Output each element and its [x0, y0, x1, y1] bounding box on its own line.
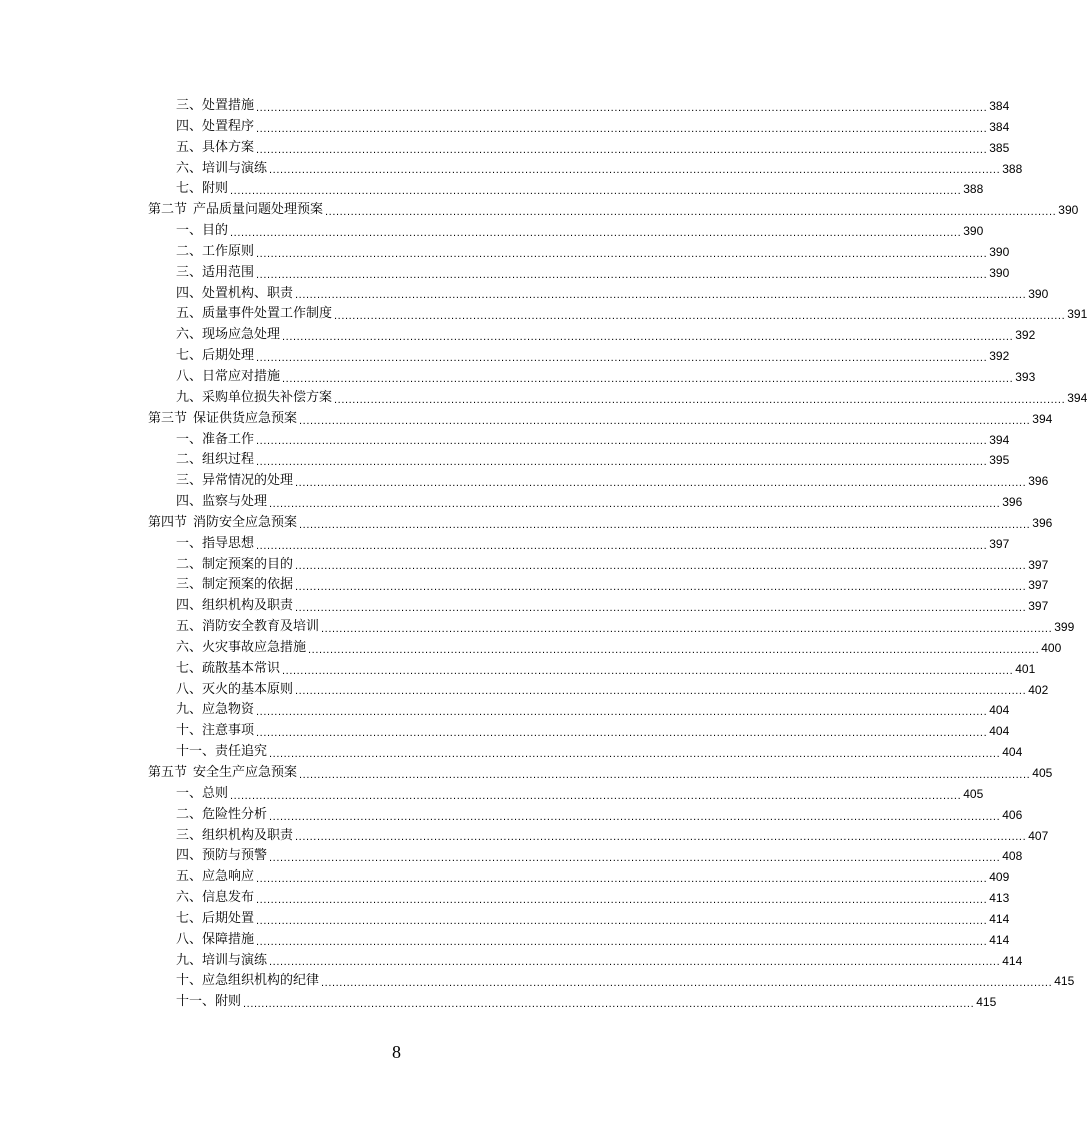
toc-entry-title — [176, 555, 293, 576]
toc-entry[interactable] — [148, 242, 1010, 263]
toc-entry[interactable] — [148, 638, 1062, 659]
toc-entry-title — [176, 263, 254, 284]
toc-entry-title — [176, 450, 254, 471]
toc-entry-title — [176, 951, 267, 972]
toc-entry-title — [176, 909, 254, 930]
toc-entry-label: 七、疏散基本常识 — [176, 660, 281, 676]
dot-leader: ........................................................................................................................................................................................................ — [256, 893, 988, 906]
toc-page-number: 415 — [976, 995, 997, 1010]
toc-entry[interactable] — [148, 450, 1010, 471]
dot-leader: ........................................................................................................................................................................................................ — [295, 560, 1027, 573]
toc-page-number: 399 — [1054, 620, 1075, 635]
dot-leader: ........................................................................................................................................................................................................ — [230, 789, 962, 802]
toc-entry-title — [176, 617, 319, 638]
toc-entry-label: 一、指导思想 — [176, 535, 255, 551]
toc-entry-title — [176, 179, 228, 200]
toc-page-number: 404 — [989, 703, 1010, 718]
toc-entry[interactable] — [148, 304, 1087, 325]
toc-entry-title — [176, 242, 254, 263]
toc-entry-title — [176, 867, 254, 888]
dot-leader: ........................................................................................................................................................................................................ — [256, 247, 988, 260]
toc-page-number: 391 — [1067, 307, 1087, 322]
toc-page-number: 414 — [1002, 953, 1023, 968]
dot-leader: ........................................................................................................................................................................................................ — [299, 518, 1031, 531]
toc-entry-label: 四、处置程序 — [176, 118, 255, 134]
toc-section-entry[interactable] — [148, 409, 1053, 430]
toc-section-number: 第三节 — [148, 410, 188, 426]
toc-page-number: 397 — [1028, 599, 1049, 614]
toc-entry-label: 三、异常情况的处理 — [176, 473, 294, 489]
toc-entry-title — [176, 888, 254, 909]
toc-section-entry[interactable] — [148, 763, 1053, 784]
toc-entry-label: 四、预防与预警 — [176, 848, 268, 864]
toc-page-number: 388 — [1002, 161, 1023, 176]
dot-leader: ........................................................................................................................................................................................................ — [256, 435, 988, 448]
dot-leader: ........................................................................................................................................................................................................ — [269, 852, 1001, 865]
toc-entry[interactable] — [148, 951, 1023, 972]
dot-leader: ........................................................................................................................................................................................................ — [282, 331, 1014, 344]
toc-entry[interactable] — [148, 346, 1010, 367]
toc-entry-label: 消防安全应急预案 — [193, 514, 298, 530]
toc-entry-label: 七、附则 — [176, 181, 229, 197]
toc-entry-title — [176, 430, 254, 451]
toc-entry-title — [176, 388, 332, 409]
toc-page-number: 402 — [1028, 682, 1049, 697]
toc-entry-label: 三、适用范围 — [176, 264, 255, 280]
toc-entry[interactable] — [148, 221, 984, 242]
toc-entry-title — [176, 492, 267, 513]
toc-entry-label: 三、组织机构及职责 — [176, 827, 294, 843]
toc-entry[interactable] — [148, 367, 1036, 388]
toc-entry-label: 十、应急组织机构的纪律 — [176, 973, 320, 989]
toc-entry-label: 八、日常应对措施 — [176, 368, 281, 384]
toc-entry-title — [176, 971, 319, 992]
dot-leader: ........................................................................................................................................................................................................ — [256, 706, 988, 719]
toc-page-number: 390 — [989, 244, 1010, 259]
dot-leader: ........................................................................................................................................................................................................ — [256, 456, 988, 469]
toc-page-number: 393 — [1015, 369, 1036, 384]
toc-page-number: 384 — [989, 99, 1010, 113]
toc-entry-label: 六、火灾事故应急措施 — [176, 639, 307, 655]
toc-entry-label: 九、应急物资 — [176, 702, 255, 718]
dot-leader: ........................................................................................................................................................................................................ — [282, 372, 1014, 385]
toc-entry-title — [176, 742, 267, 763]
toc-page-number: 385 — [989, 140, 1010, 155]
toc-entry[interactable] — [148, 159, 1023, 180]
toc-entry[interactable] — [148, 555, 1049, 576]
toc-entry[interactable] — [148, 784, 984, 805]
toc-page-number: 396 — [1032, 515, 1053, 530]
toc-entry-title — [176, 700, 254, 721]
toc-entry-title — [176, 659, 280, 680]
dot-leader: ........................................................................................................................................................................................................ — [269, 810, 1001, 823]
toc-entry[interactable] — [148, 742, 1023, 763]
dot-leader: ........................................................................................................................................................................................................ — [256, 539, 988, 552]
toc-page-number: 390 — [963, 224, 984, 239]
toc-entry-label: 七、后期处置 — [176, 910, 255, 926]
toc-page-number: 388 — [963, 182, 984, 197]
dot-leader: ........................................................................................................................................................................................................ — [295, 831, 1027, 844]
toc-page-number: 409 — [989, 870, 1010, 885]
toc-entry[interactable] — [148, 826, 1049, 847]
page-number: 8 — [392, 1042, 401, 1062]
toc-entry[interactable] — [148, 930, 1010, 951]
toc-entry-label: 八、保障措施 — [176, 931, 255, 947]
toc-entry-label: 九、培训与演练 — [176, 952, 268, 968]
toc-entry-label: 一、总则 — [176, 785, 229, 801]
toc-entry-label: 二、组织过程 — [176, 452, 255, 468]
toc-entry-title — [176, 930, 254, 951]
toc-entry-title — [176, 534, 254, 555]
dot-leader: ........................................................................................................................................................................................................ — [299, 768, 1031, 781]
toc-entry-title — [148, 513, 297, 534]
dot-leader: ........................................................................................................................................................................................................ — [256, 873, 988, 886]
toc-entry-title — [176, 721, 254, 742]
toc-entry[interactable] — [148, 867, 1010, 888]
dot-leader: ........................................................................................................................................................................................................ — [321, 977, 1053, 990]
toc-entry-title — [176, 596, 293, 617]
dot-leader: ........................................................................................................................................................................................................ — [230, 185, 962, 198]
dot-leader: ........................................................................................................................................................................................................ — [256, 143, 988, 156]
toc-entry-title — [176, 96, 254, 117]
dot-leader: ........................................................................................................................................................................................................ — [295, 581, 1027, 594]
toc-entry-title — [176, 638, 306, 659]
toc-page-number: 392 — [1015, 328, 1036, 343]
toc-entry-title — [176, 680, 293, 701]
toc-entry[interactable] — [148, 388, 1087, 409]
toc-page-number: 394 — [1067, 390, 1087, 405]
toc-entry[interactable] — [148, 909, 1010, 930]
toc-page-number: 407 — [1028, 828, 1049, 843]
toc-page-number: 390 — [1058, 203, 1079, 218]
toc-entry[interactable] — [148, 534, 1010, 555]
toc-page-number: 408 — [1002, 849, 1023, 864]
toc-entry-label: 一、目的 — [176, 223, 229, 239]
toc-entry-title — [176, 159, 267, 180]
toc-page-number: 404 — [1002, 745, 1023, 760]
toc-entry[interactable] — [148, 325, 1036, 346]
toc-entry-title — [176, 117, 254, 138]
dot-leader: ........................................................................................................................................................................................................ — [321, 622, 1053, 635]
dot-leader: ........................................................................................................................................................................................................ — [282, 664, 1014, 677]
toc-entry-label: 六、现场应急处理 — [176, 327, 281, 343]
dot-leader: ........................................................................................................................................................................................................ — [295, 289, 1027, 302]
toc-entry[interactable] — [148, 992, 997, 1013]
toc-page-number: 414 — [989, 911, 1010, 926]
toc-page-number: 400 — [1041, 640, 1062, 655]
toc-page-number: 392 — [989, 349, 1010, 364]
toc-entry[interactable] — [148, 575, 1049, 596]
toc-entry-title — [176, 805, 267, 826]
toc-page-number: 406 — [1002, 807, 1023, 822]
toc-page-number: 396 — [1028, 474, 1049, 489]
toc-page-number: 405 — [963, 786, 984, 801]
dot-leader: ........................................................................................................................................................................................................ — [295, 602, 1027, 615]
dot-leader: ........................................................................................................................................................................................................ — [243, 998, 975, 1011]
toc-entry-label: 四、处置机构、职责 — [176, 285, 294, 301]
dot-leader: ........................................................................................................................................................................................................ — [295, 477, 1027, 490]
toc-section-entry[interactable] — [148, 513, 1053, 534]
toc-entry[interactable] — [148, 492, 1023, 513]
dot-leader: ........................................................................................................................................................................................................ — [269, 497, 1001, 510]
toc-entry[interactable] — [148, 179, 984, 200]
toc-entry[interactable] — [148, 138, 1010, 159]
toc-entry-title — [176, 346, 254, 367]
toc-entry-title — [176, 138, 254, 159]
dot-leader: ........................................................................................................................................................................................................ — [325, 206, 1057, 219]
toc-entry-label: 一、准备工作 — [176, 431, 255, 447]
toc-entry[interactable] — [148, 617, 1075, 638]
toc-entry-title — [176, 221, 228, 242]
toc-page-number: 396 — [1002, 495, 1023, 510]
dot-leader: ........................................................................................................................................................................................................ — [269, 748, 1001, 760]
toc-entry-title — [148, 409, 297, 430]
toc-entry-label: 保证供货应急预案 — [193, 410, 298, 426]
toc-entry-label: 五、质量事件处置工作制度 — [176, 306, 333, 322]
toc-entry[interactable] — [148, 846, 1023, 867]
toc-entry[interactable] — [148, 971, 1075, 992]
toc-entry[interactable] — [148, 888, 1010, 909]
toc-entry[interactable] — [148, 430, 1010, 451]
toc-entry[interactable] — [148, 659, 1036, 680]
toc-entry-title — [176, 992, 241, 1013]
toc-page-number: 401 — [1015, 661, 1036, 676]
toc-entry-label: 安全生产应急预案 — [193, 765, 298, 780]
dot-leader: ........................................................................................................................................................................................................ — [230, 226, 962, 239]
toc-entry-title — [176, 471, 293, 492]
toc-entry-label: 二、制定预案的目的 — [176, 556, 294, 572]
toc-entry-title — [176, 367, 280, 388]
toc-entry-title — [176, 846, 267, 867]
toc-page-number: 413 — [989, 891, 1010, 906]
dot-leader: ........................................................................................................................................................................................................ — [295, 685, 1027, 698]
dot-leader: ........................................................................................................................................................................................................ — [256, 101, 988, 114]
toc-entry-label: 五、应急响应 — [176, 869, 255, 885]
toc-page-number: 394 — [1032, 411, 1053, 426]
toc-entry[interactable] — [148, 596, 1049, 617]
toc-entry[interactable] — [148, 263, 1010, 284]
toc-entry-title — [176, 284, 293, 305]
toc-entry-title — [176, 575, 293, 596]
toc-entry-title — [176, 784, 228, 805]
toc-page-number: 394 — [989, 432, 1010, 447]
toc-entry-title — [148, 763, 297, 784]
toc-page-number: 390 — [1028, 286, 1049, 301]
toc-entry-label: 十一、责任追究 — [176, 744, 268, 760]
dot-leader: ........................................................................................................................................................................................................ — [256, 268, 988, 281]
dot-leader: ........................................................................................................................................................................................................ — [334, 310, 1066, 323]
toc-entry-label: 三、处置措施 — [176, 98, 255, 113]
toc-entry-title — [176, 826, 293, 847]
toc-entry[interactable] — [148, 117, 1010, 138]
toc-page-number: 397 — [989, 536, 1010, 551]
toc-entry-title — [148, 200, 323, 221]
toc-entry[interactable] — [148, 96, 1010, 117]
toc-entry-label: 五、消防安全教育及培训 — [176, 619, 320, 635]
toc-entry[interactable] — [148, 471, 1049, 492]
toc-entry[interactable] — [148, 284, 1049, 305]
toc-page-number: 384 — [989, 119, 1010, 134]
dot-leader: ........................................................................................................................................................................................................ — [256, 914, 988, 927]
toc-section-number: 第四节 — [148, 514, 188, 530]
toc-entry-label: 九、采购单位损失补偿方案 — [176, 389, 333, 405]
toc-entry-title — [176, 304, 332, 325]
toc-entry-label: 六、信息发布 — [176, 890, 255, 906]
toc-entry-label: 四、组织机构及职责 — [176, 598, 294, 614]
toc-entry-label: 六、培训与演练 — [176, 160, 268, 176]
toc-section-number: 第五节 — [148, 765, 188, 780]
dot-leader: ........................................................................................................................................................................................................ — [334, 393, 1066, 406]
toc-entry-label: 二、工作原则 — [176, 243, 255, 259]
toc-entry-label: 二、危险性分析 — [176, 806, 268, 822]
dot-leader: ........................................................................................................................................................................................................ — [269, 164, 1001, 177]
table-of-contents — [148, 96, 1087, 1013]
dot-leader: ........................................................................................................................................................................................................ — [308, 643, 1040, 656]
toc-section-entry[interactable] — [148, 200, 1079, 221]
toc-entry-label: 三、制定预案的依据 — [176, 577, 294, 593]
dot-leader: ........................................................................................................................................................................................................ — [269, 956, 1001, 969]
toc-page-number: 404 — [989, 724, 1010, 739]
toc-entry[interactable] — [148, 700, 1010, 721]
dot-leader: ........................................................................................................................................................................................................ — [299, 414, 1031, 427]
toc-entry-label: 十、注意事项 — [176, 723, 255, 739]
toc-page-number: 415 — [1054, 974, 1075, 989]
toc-page-number: 405 — [1032, 766, 1053, 780]
toc-entry-title — [176, 325, 280, 346]
toc-page-number: 414 — [989, 932, 1010, 947]
dot-leader: ........................................................................................................................................................................................................ — [256, 727, 988, 740]
toc-entry-label: 七、后期处理 — [176, 348, 255, 364]
toc-entry-label: 五、具体方案 — [176, 139, 255, 155]
toc-page-number: 395 — [989, 453, 1010, 468]
toc-entry-label: 十一、附则 — [176, 994, 242, 1010]
toc-page-number: 397 — [1028, 557, 1049, 572]
dot-leader: ........................................................................................................................................................................................................ — [256, 351, 988, 364]
toc-entry-label: 四、监察与处理 — [176, 494, 268, 510]
toc-entry-label: 八、灭火的基本原则 — [176, 681, 294, 697]
toc-entry[interactable] — [148, 721, 1010, 742]
toc-section-number: 第二节 — [148, 202, 188, 218]
toc-entry[interactable] — [148, 805, 1023, 826]
dot-leader: ........................................................................................................................................................................................................ — [256, 122, 988, 135]
dot-leader: ........................................................................................................................................................................................................ — [256, 935, 988, 948]
toc-entry-label: 产品质量问题处理预案 — [193, 202, 324, 218]
toc-entry[interactable] — [148, 680, 1049, 701]
toc-page-number: 390 — [989, 265, 1010, 280]
toc-page-number: 397 — [1028, 578, 1049, 593]
